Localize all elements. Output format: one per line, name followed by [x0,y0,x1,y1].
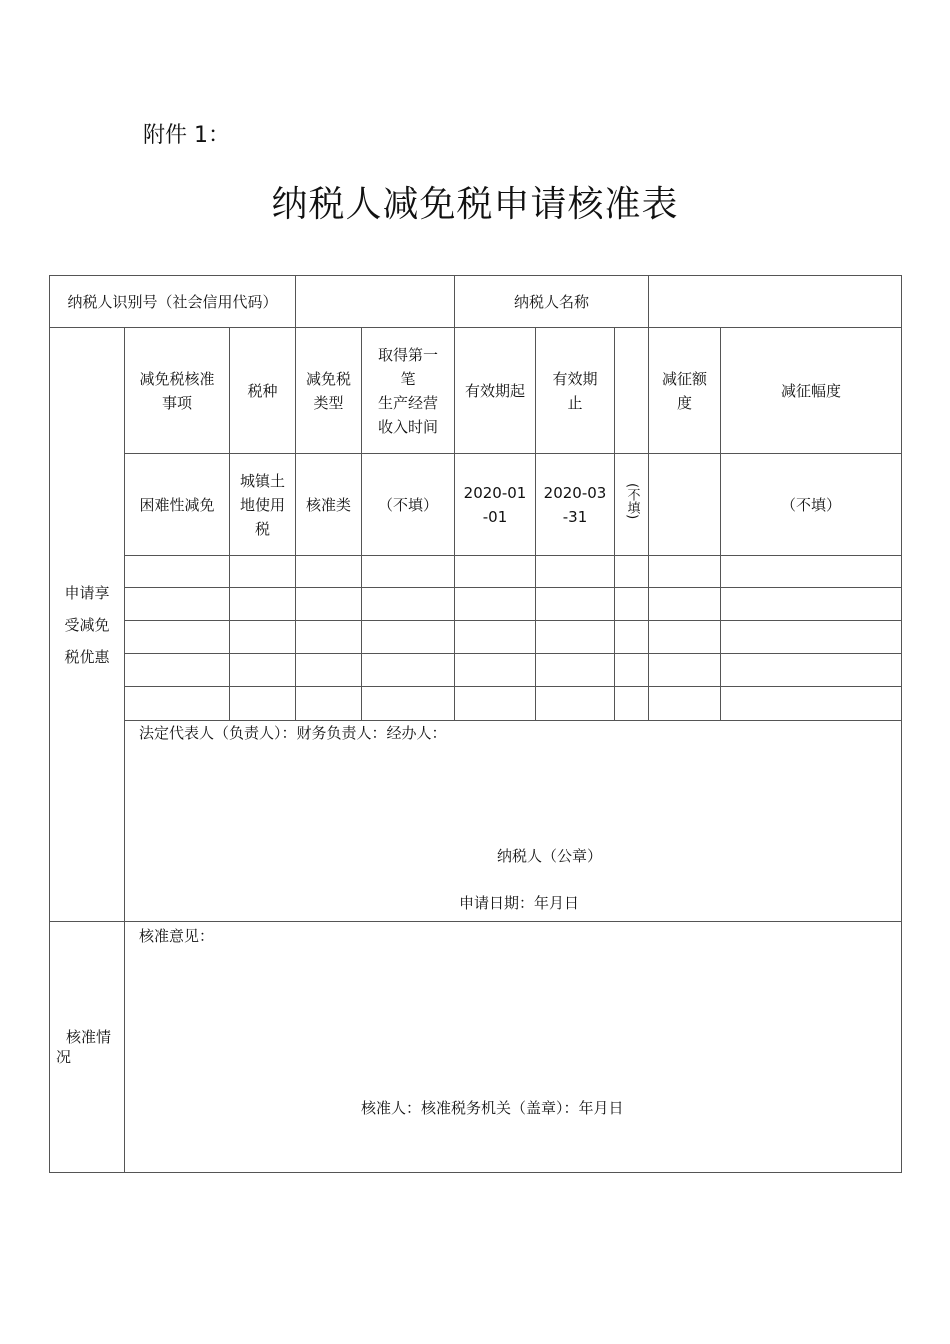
apply-label-line: 申请享 [64,583,110,602]
signatories-line: 法定代表人（负责人）：财务负责人：经办人： [139,724,447,742]
empty-cell[interactable] [615,687,649,721]
empty-cell[interactable] [649,654,721,687]
taxpayer-id-field[interactable] [296,276,455,328]
empty-cell[interactable] [125,556,230,588]
header-first-income-time: 取得第一 笔 生产经营 收入时间 [362,328,455,454]
empty-cell[interactable] [362,654,455,687]
cell-narrow-note[interactable] [615,454,649,556]
review-section-label [50,922,125,1173]
review-opinion-label: 核准意见： [139,927,215,945]
header-valid-start: 有效期起 [455,328,536,454]
empty-cell[interactable] [615,556,649,588]
empty-cell[interactable] [721,556,902,588]
empty-cell[interactable] [296,687,362,721]
cell-reduction-amount[interactable] [649,454,721,556]
empty-cell[interactable] [455,654,536,687]
header-reduction-amount: 减征额 度 [649,328,721,454]
apply-label-line: 税优惠 [64,647,110,666]
empty-cell[interactable] [362,621,455,654]
review-block [125,922,902,1173]
empty-cell[interactable] [615,588,649,621]
empty-cell[interactable] [230,621,296,654]
cell-reduction-rate[interactable]: （不填） [721,454,902,556]
empty-cell[interactable] [125,588,230,621]
cell-exemption-type[interactable]: 核准类 [296,454,362,556]
taxpayer-name-field[interactable] [649,276,902,328]
table-row [50,556,902,588]
table-row [50,621,902,654]
empty-cell[interactable] [721,687,902,721]
apply-label-line: 受减免 [64,615,110,634]
empty-cell[interactable] [649,588,721,621]
empty-cell[interactable] [615,654,649,687]
review-label-line: 况 [56,1048,72,1066]
header-reduction-rate: 减征幅度 [721,328,902,454]
empty-cell[interactable] [362,687,455,721]
table-row [50,588,902,621]
empty-cell[interactable] [536,621,615,654]
empty-cell[interactable] [230,588,296,621]
empty-cell[interactable] [296,556,362,588]
table-row [50,687,902,721]
applicant-signature-block [125,721,902,922]
empty-cell[interactable] [296,588,362,621]
cell-first-income-time[interactable]: （不填） [362,454,455,556]
empty-cell[interactable] [230,654,296,687]
attachment-label: 附件 1： [143,123,230,148]
empty-cell[interactable] [362,588,455,621]
empty-cell[interactable] [125,687,230,721]
cell-item[interactable]: 困难性减免 [125,454,230,556]
taxpayer-id-label: 纳税人识别号（社会信用代码） [50,276,296,328]
empty-cell[interactable] [296,654,362,687]
empty-cell[interactable] [455,687,536,721]
taxpayer-name-label: 纳税人名称 [455,276,649,328]
empty-cell[interactable] [455,588,536,621]
empty-cell[interactable] [721,654,902,687]
table-row [50,654,902,687]
approval-form-table [49,275,902,1173]
empty-cell[interactable] [721,588,902,621]
empty-cell[interactable] [362,556,455,588]
header-blank [615,328,649,454]
header-valid-end: 有效期 止 [536,328,615,454]
empty-cell[interactable] [536,588,615,621]
empty-cell[interactable] [721,621,902,654]
empty-cell[interactable] [649,687,721,721]
header-tax-type: 税种 [230,328,296,454]
empty-cell[interactable] [230,556,296,588]
narrow-note-text: (不填) [624,482,640,520]
taxpayer-seal: 纳税人（公章） [497,847,603,865]
cell-tax-type[interactable]: 城镇土 地使用 税 [230,454,296,556]
empty-cell[interactable] [536,556,615,588]
empty-cell[interactable] [536,687,615,721]
empty-cell[interactable] [649,556,721,588]
page-title: 纳税人减免税申请核准表 [271,184,679,225]
empty-cell[interactable] [230,687,296,721]
review-label-line: 核准情 [66,1028,112,1046]
cell-valid-end[interactable]: 2020-03 -31 [536,454,615,556]
header-item: 减免税核准 事项 [125,328,230,454]
empty-cell[interactable] [455,621,536,654]
empty-cell[interactable] [649,621,721,654]
apply-date: 申请日期：年月日 [459,894,580,912]
empty-cell[interactable] [125,621,230,654]
empty-cell[interactable] [536,654,615,687]
empty-cell[interactable] [125,654,230,687]
empty-cell[interactable] [296,621,362,654]
empty-cell[interactable] [455,556,536,588]
empty-cell[interactable] [615,621,649,654]
header-exemption-type: 减免税 类型 [296,328,362,454]
apply-section-label [50,328,125,922]
review-signature-line: 核准人：核准税务机关（盖章）：年月日 [361,1099,624,1117]
cell-valid-start[interactable]: 2020-01 -01 [455,454,536,556]
